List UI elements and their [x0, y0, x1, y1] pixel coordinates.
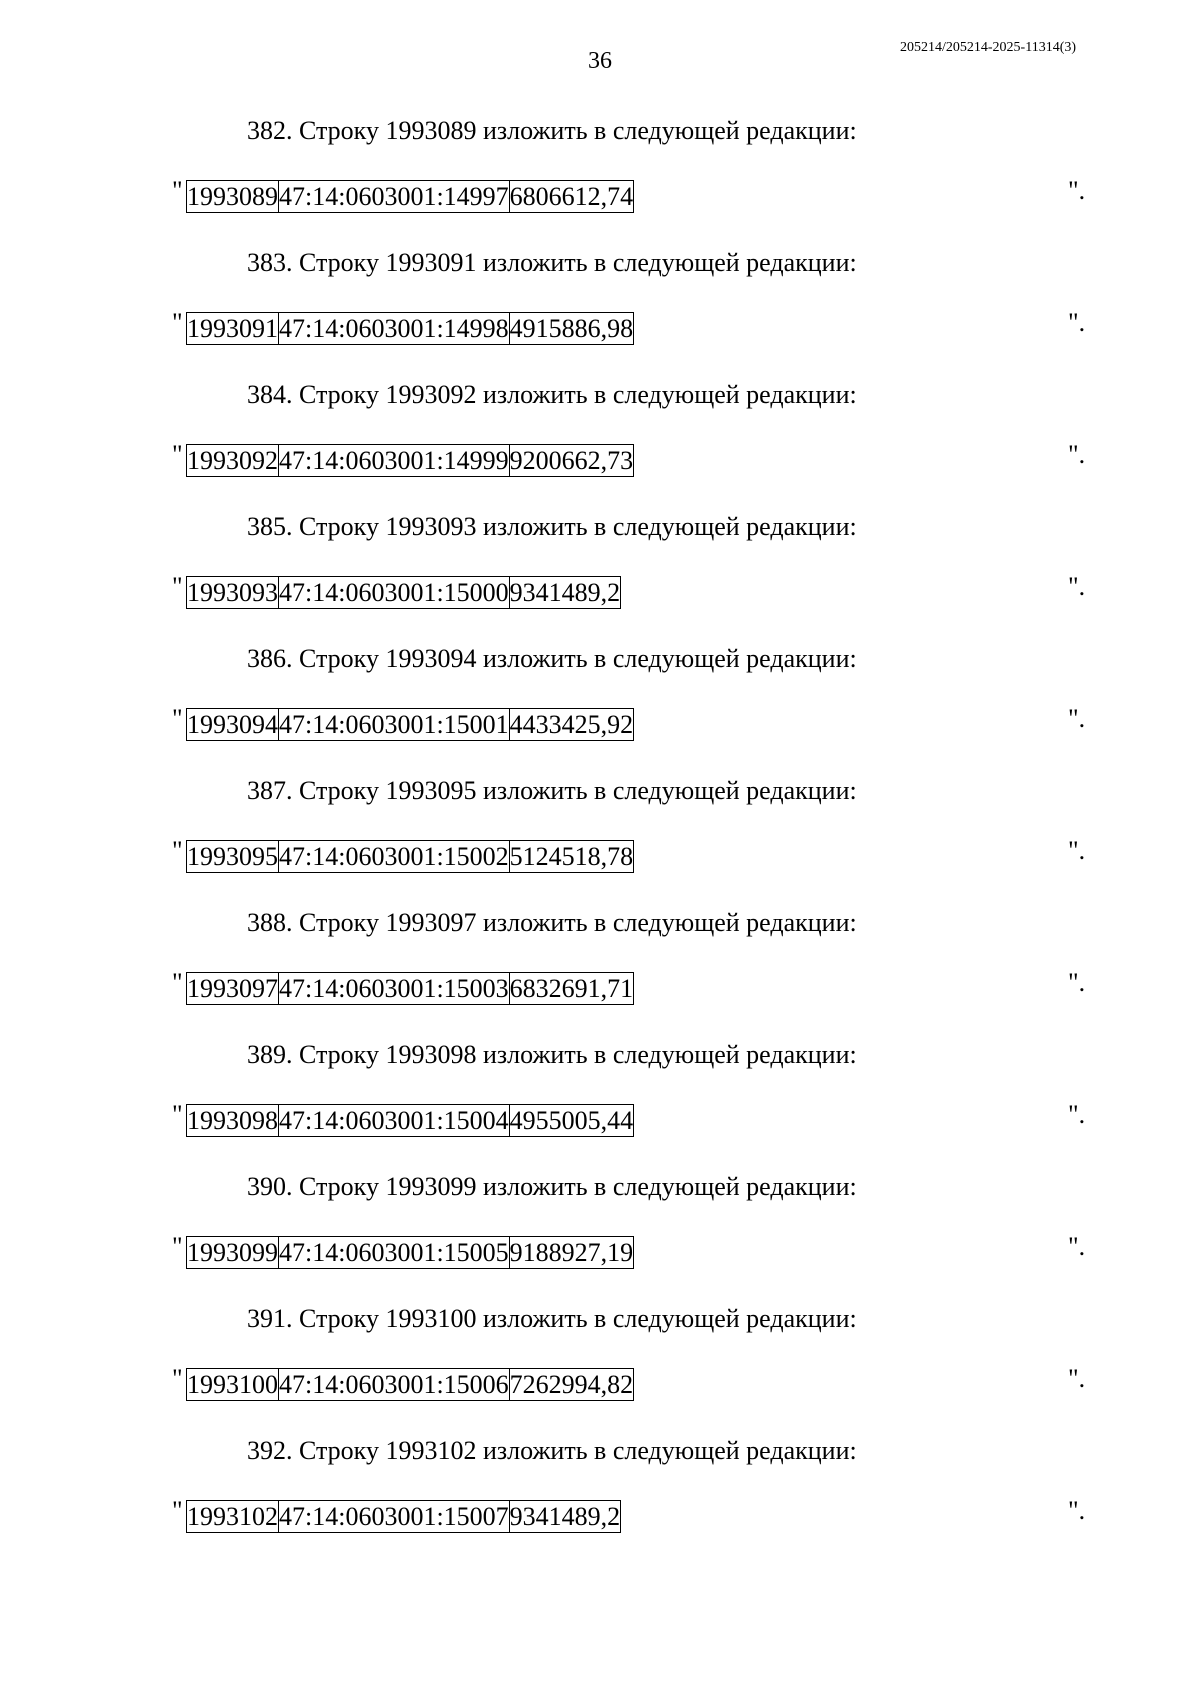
amendment-instruction: 391. Строку 1993100 изложить в следующей редакции:: [247, 1304, 857, 1333]
opening-quote: ": [172, 1364, 183, 1393]
replacement-table: [186, 1104, 634, 1137]
value-cell: 6806612,74: [509, 182, 634, 211]
amendment-instruction: 386. Строку 1993094 изложить в следующей редакции:: [247, 644, 857, 673]
amendment-entry: [0, 496, 1200, 628]
replacement-table: [186, 708, 634, 741]
opening-quote: ": [172, 704, 183, 733]
value-cell: 4955005,44: [509, 1106, 634, 1135]
replacement-table: [186, 444, 634, 477]
closing-quote: ".: [1068, 836, 1086, 865]
cadastral-number-cell: 47:14:0603001:15004: [279, 1106, 509, 1135]
value-cell: 7262994,82: [509, 1370, 634, 1399]
cadastral-number-cell: 47:14:0603001:14999: [279, 446, 509, 475]
row-number-cell: 1993094: [187, 710, 278, 739]
amendment-instruction: 384. Строку 1993092 изложить в следующей редакции:: [247, 380, 857, 409]
cadastral-number-cell: 47:14:0603001:15006: [279, 1370, 509, 1399]
value-cell: 4915886,98: [509, 314, 634, 343]
amendment-entry: [0, 1024, 1200, 1156]
replacement-table: [186, 1500, 621, 1533]
amendment-instruction: 389. Строку 1993098 изложить в следующей редакции:: [247, 1040, 857, 1069]
amendment-instruction: 382. Строку 1993089 изложить в следующей редакции:: [247, 116, 857, 145]
value-cell: 5124518,78: [509, 842, 634, 871]
opening-quote: ": [172, 308, 183, 337]
replacement-table: [186, 1368, 634, 1401]
replacement-table: [186, 576, 621, 609]
amendment-entry: [0, 364, 1200, 496]
value-cell: 9188927,19: [509, 1238, 634, 1267]
row-number-cell: 1993098: [187, 1106, 278, 1135]
row-number-cell: 1993102: [187, 1502, 278, 1531]
closing-quote: ".: [1068, 1496, 1086, 1525]
amendment-entry: [0, 628, 1200, 760]
replacement-table: [186, 840, 634, 873]
closing-quote: ".: [1068, 704, 1086, 733]
closing-quote: ".: [1068, 572, 1086, 601]
replacement-table: [186, 180, 634, 213]
row-number-cell: 1993100: [187, 1370, 278, 1399]
opening-quote: ": [172, 836, 183, 865]
cadastral-number-cell: 47:14:0603001:15002: [279, 842, 509, 871]
row-number-cell: 1993091: [187, 314, 278, 343]
closing-quote: ".: [1068, 176, 1086, 205]
row-number-cell: 1993093: [187, 578, 278, 607]
amendment-instruction: 387. Строку 1993095 изложить в следующей редакции:: [247, 776, 857, 805]
amendment-instruction: 385. Строку 1993093 изложить в следующей редакции:: [247, 512, 857, 541]
cadastral-number-cell: 47:14:0603001:15000: [279, 578, 509, 607]
cadastral-number-cell: 47:14:0603001:14997: [279, 182, 509, 211]
amendment-instruction: 388. Строку 1993097 изложить в следующей редакции:: [247, 908, 857, 937]
closing-quote: ".: [1068, 1100, 1086, 1129]
opening-quote: ": [172, 176, 183, 205]
amendment-entry: [0, 1420, 1200, 1552]
document-id: 205214/205214-2025-11314(3): [900, 40, 1077, 55]
amendment-entry: [0, 760, 1200, 892]
opening-quote: ": [172, 1100, 183, 1129]
amendment-instruction: 392. Строку 1993102 изложить в следующей редакции:: [247, 1436, 857, 1465]
amendment-instruction: 383. Строку 1993091 изложить в следующей редакции:: [247, 248, 857, 277]
row-number-cell: 1993095: [187, 842, 278, 871]
value-cell: 4433425,92: [509, 710, 634, 739]
closing-quote: ".: [1068, 968, 1086, 997]
opening-quote: ": [172, 440, 183, 469]
row-number-cell: 1993097: [187, 974, 278, 1003]
closing-quote: ".: [1068, 1232, 1086, 1261]
amendment-entry: [0, 1156, 1200, 1288]
replacement-table: [186, 1236, 634, 1269]
replacement-table: [186, 972, 634, 1005]
opening-quote: ": [172, 968, 183, 997]
amendment-list: [0, 100, 1200, 1552]
amendment-entry: [0, 892, 1200, 1024]
opening-quote: ": [172, 572, 183, 601]
row-number-cell: 1993099: [187, 1238, 278, 1267]
amendment-entry: [0, 100, 1200, 232]
value-cell: 6832691,71: [509, 974, 634, 1003]
amendment-instruction: 390. Строку 1993099 изложить в следующей редакции:: [247, 1172, 857, 1201]
amendment-entry: [0, 232, 1200, 364]
cadastral-number-cell: 47:14:0603001:15007: [279, 1502, 509, 1531]
opening-quote: ": [172, 1496, 183, 1525]
replacement-table: [186, 312, 634, 345]
cadastral-number-cell: 47:14:0603001:15005: [279, 1238, 509, 1267]
closing-quote: ".: [1068, 1364, 1086, 1393]
closing-quote: ".: [1068, 308, 1086, 337]
opening-quote: ": [172, 1232, 183, 1261]
value-cell: 9341489,2: [509, 578, 621, 607]
amendment-entry: [0, 1288, 1200, 1420]
cadastral-number-cell: 47:14:0603001:14998: [279, 314, 509, 343]
cadastral-number-cell: 47:14:0603001:15003: [279, 974, 509, 1003]
closing-quote: ".: [1068, 440, 1086, 469]
value-cell: 9341489,2: [509, 1502, 621, 1531]
row-number-cell: 1993092: [187, 446, 278, 475]
cadastral-number-cell: 47:14:0603001:15001: [279, 710, 509, 739]
row-number-cell: 1993089: [187, 182, 278, 211]
page-number: 36: [588, 48, 612, 74]
value-cell: 9200662,73: [509, 446, 634, 475]
